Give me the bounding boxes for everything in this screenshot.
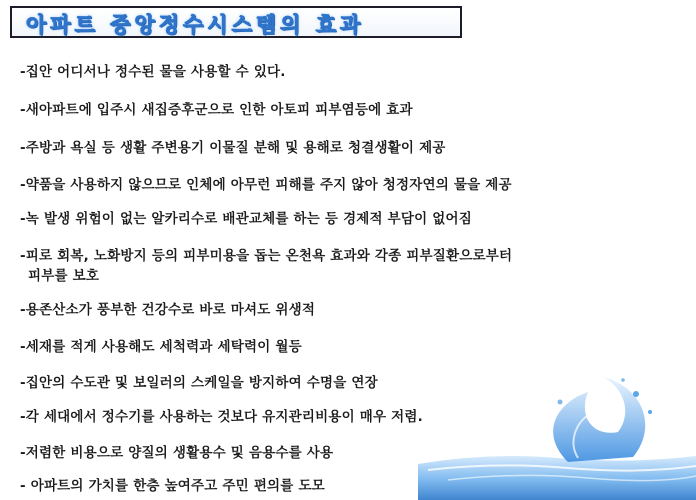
list-item: -각 세대에서 정수기를 사용하는 것보다 유지관리비용이 매우 저렴.: [20, 409, 423, 425]
title-box: [10, 6, 462, 38]
list-item-continuation: 피부를 보호: [28, 268, 100, 284]
list-item: -용존산소가 풍부한 건강수로 바로 마셔도 위생적: [20, 302, 316, 318]
water-splash-image: [418, 372, 696, 500]
list-item: -녹 발생 위험이 없는 알카리수로 배관교체를 하는 등 경제적 부담이 없어짐: [20, 211, 473, 227]
list-item: - 아파트의 가치를 한층 높여주고 주민 편의를 도모: [20, 478, 325, 494]
list-item: -세재를 적게 사용해도 세척력과 세탁력이 월등: [20, 339, 302, 355]
list-item: -피로 회복, 노화방지 등의 피부미용을 돕는 온천욕 효과와 각종 피부질환으로부터 피부를 보호: [20, 248, 513, 284]
list-item: -주방과 욕실 등 생활 주변용기 이물질 분해 및 용해로 청결생활이 제공: [20, 140, 446, 156]
list-item: -약품을 사용하지 않으므로 인체에 아무런 피해를 주지 않아 청정자연의 물을 제공: [20, 177, 512, 193]
list-item: -저렴한 비용으로 양질의 생활용수 및 음용수를 사용: [20, 445, 334, 461]
page-title: 아파트 중앙정수시스템의 효과: [26, 13, 365, 37]
list-item: -집안 어디서나 정수된 물을 사용할 수 있다.: [20, 64, 286, 80]
list-item: -새아파트에 입주시 새집증후군으로 인한 아토피 피부염등에 효과: [20, 102, 413, 118]
list-item: -집안의 수도관 및 보일러의 스케일을 방지하여 수명을 연장: [20, 375, 378, 391]
